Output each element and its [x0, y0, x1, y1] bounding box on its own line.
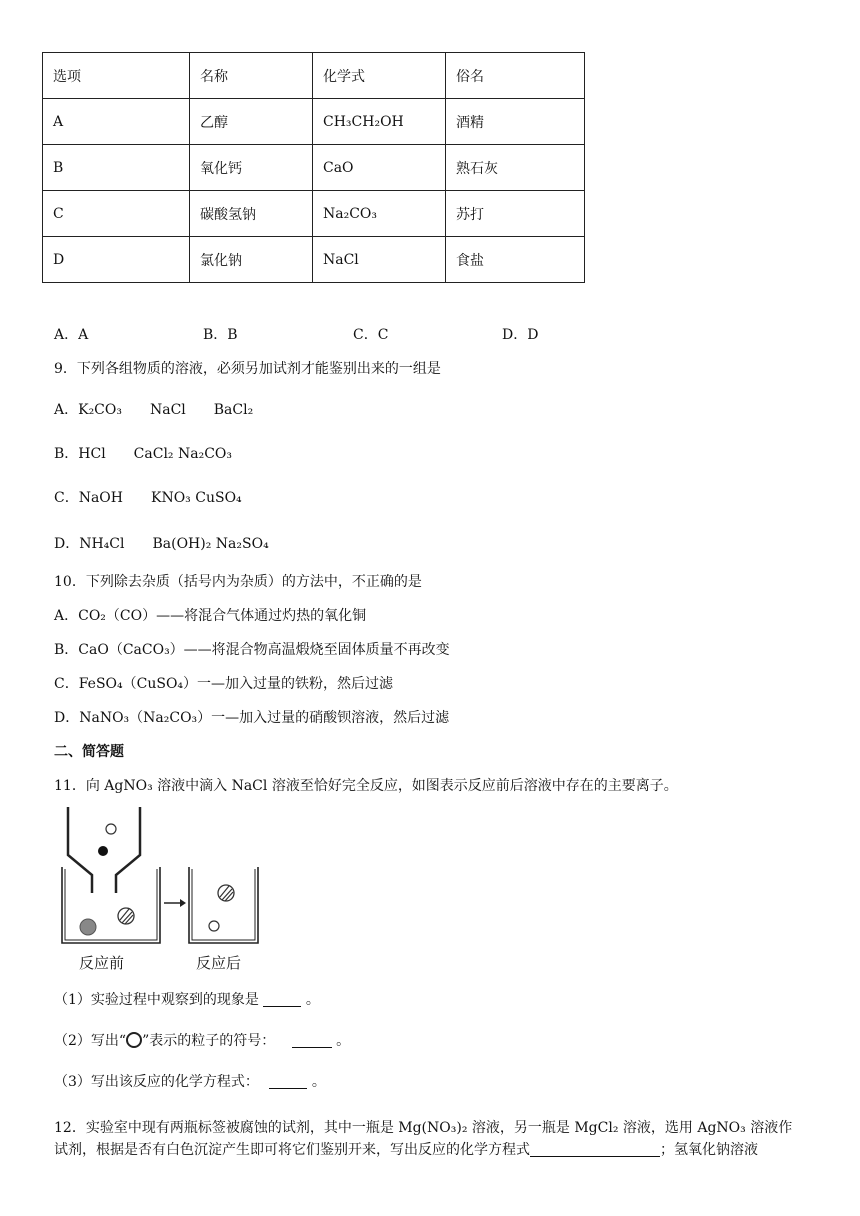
q8-choice-b: B．B	[203, 327, 238, 343]
q8-choice-c: C．C	[353, 327, 389, 343]
table-cell: C	[43, 191, 190, 237]
q11-sub2: （2）写出“ ”表示的粒子的符号： 。	[54, 1033, 351, 1049]
table-row	[43, 145, 585, 191]
table-cell: CaO	[313, 145, 446, 191]
table-cell: 氯化钠	[190, 237, 313, 283]
table-row	[43, 191, 585, 237]
table-header-row	[43, 53, 585, 99]
table-cell: 碳酸氢钠	[190, 191, 313, 237]
q12-line1: 12．实验室中现有两瓶标签被腐蚀的试剂，其中一瓶是 Mg(NO₃)₂ 溶液，另一瓶是 MgCl₂ 溶液，选用 AgNO₃ 溶液作	[54, 1120, 793, 1136]
section-title: 二、简答题	[54, 744, 124, 760]
table-cell: 苏打	[446, 191, 585, 237]
q11-stem: 11．向 AgNO₃ 溶液中滴入 NaCl 溶液至恰好完全反应，如图表示反应前后溶液中存在的主要离子。	[54, 778, 678, 794]
table-header-cell: 名称	[190, 53, 313, 99]
black-ion-icon	[98, 846, 108, 856]
table-cell: 酒精	[446, 99, 585, 145]
table-cell: B	[43, 145, 190, 191]
table-header-cell: 俗名	[446, 53, 585, 99]
q10-option-a: A．CO₂（CO）——将混合气体通过灼热的氧化铜	[54, 608, 367, 624]
table-cell: NaCl	[313, 237, 446, 283]
table-cell: Na₂CO₃	[313, 191, 446, 237]
table-cell: 乙醇	[190, 99, 313, 145]
q11-sub3: （3）写出该反应的化学方程式： 。	[54, 1074, 326, 1090]
q9-stem: 9．下列各组物质的溶液，必须另加试剂才能鉴别出来的一组是	[54, 361, 441, 377]
q8-choice-a: A．A	[54, 327, 89, 343]
q10-option-c: C．FeSO₄（CuSO₄）一—加入过量的铁粉，然后过滤	[54, 676, 394, 692]
table-cell: D	[43, 237, 190, 283]
table-row	[43, 99, 585, 145]
table-cell: A	[43, 99, 190, 145]
table-header-cell: 选项	[43, 53, 190, 99]
q9-option-a: A．K₂CO₃ NaCl BaCl₂	[54, 402, 254, 418]
answer-blank[interactable]	[269, 1074, 307, 1089]
ring-particle-icon	[126, 1032, 142, 1048]
gray-ion-icon	[80, 919, 96, 935]
q10-option-b: B．CaO（CaCO₃）——将混合物高温煅烧至固体质量不再改变	[54, 642, 450, 658]
answer-blank[interactable]	[530, 1142, 660, 1157]
reaction-diagram	[56, 805, 266, 975]
answer-blank[interactable]	[292, 1033, 332, 1048]
options-table	[42, 52, 585, 283]
white-ion-icon	[106, 824, 116, 834]
q11-sub1: （1）实验过程中观察到的现象是 。	[54, 992, 320, 1008]
q9-option-c: C．NaOH KNO₃ CuSO₄	[54, 490, 242, 506]
q12-line2: 试剂，根据是否有白色沉淀产生即可将它们鉴别开来，写出反应的化学方程式 ；氢氧化钠溶液	[54, 1142, 758, 1158]
table-cell: 熟石灰	[446, 145, 585, 191]
label-before: 反应前	[79, 954, 125, 972]
hatched-ion-icon	[218, 885, 234, 901]
q9-option-b: B．HCl CaCl₂ Na₂CO₃	[54, 446, 233, 462]
table-header-cell: 化学式	[313, 53, 446, 99]
q10-option-d: D．NaNO₃（Na₂CO₃）一—加入过量的硝酸钡溶液，然后过滤	[54, 710, 450, 726]
label-after: 反应后	[196, 954, 242, 972]
q9-option-d: D．NH₄Cl Ba(OH)₂ Na₂SO₄	[54, 536, 269, 552]
table-row	[43, 237, 585, 283]
q8-choice-d: D．D	[502, 327, 539, 343]
table-cell: CH₃CH₂OH	[313, 99, 446, 145]
table-cell: 食盐	[446, 237, 585, 283]
answer-blank[interactable]	[263, 992, 301, 1007]
q10-stem: 10．下列除去杂质（括号内为杂质）的方法中，不正确的是	[54, 574, 422, 590]
hatched-ion-icon	[118, 908, 134, 924]
table-cell: 氧化钙	[190, 145, 313, 191]
white-ion-icon	[209, 921, 219, 931]
